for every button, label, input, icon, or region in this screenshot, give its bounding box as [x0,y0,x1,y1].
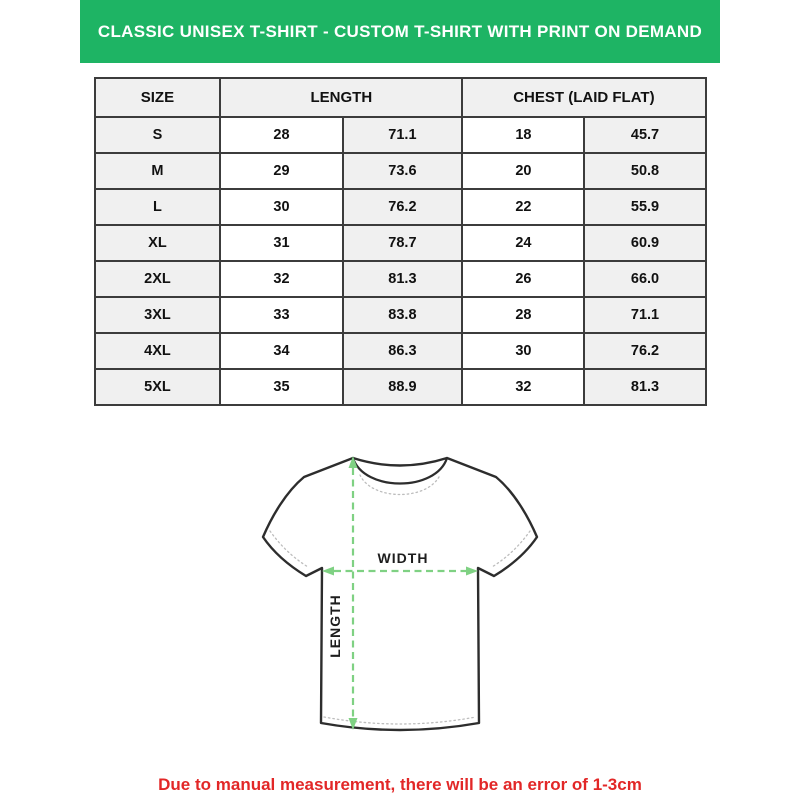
size-cell: XL [95,225,221,261]
length-cm-cell: 83.8 [343,297,463,333]
length-cm-cell: 76.2 [343,189,463,225]
tshirt-outline [263,458,537,730]
chest-in-cell: 28 [462,297,584,333]
length-in-cell: 35 [220,369,342,405]
chest-in-cell: 24 [462,225,584,261]
length-cm-cell: 86.3 [343,333,463,369]
chest-in-cell: 26 [462,261,584,297]
table-row [95,117,706,153]
length-in-cell: 30 [220,189,342,225]
length-in-cell: 29 [220,153,342,189]
table-row [95,225,706,261]
length-cm-cell: 81.3 [343,261,463,297]
chest-in-cell: 30 [462,333,584,369]
length-cm-cell: 73.6 [343,153,463,189]
table-row [95,261,706,297]
chest-cm-cell: 50.8 [584,153,705,189]
length-in-cell: 32 [220,261,342,297]
length-label: LENGTH [327,594,343,658]
chest-in-cell: 22 [462,189,584,225]
size-cell: 3XL [95,297,221,333]
title-banner [80,0,720,63]
measurement-disclaimer: Due to manual measurement, there will be an error of 1-3cm [158,775,642,794]
size-cell: 2XL [95,261,221,297]
chest-cm-cell: 71.1 [584,297,705,333]
width-label: WIDTH [377,550,429,566]
page-title: CLASSIC UNISEX T-SHIRT - CUSTOM T-SHIRT WITH PRINT ON DEMAND [97,21,703,41]
tshirt-measurement-diagram [260,446,540,743]
chest-cm-cell: 66.0 [584,261,705,297]
length-cm-cell: 78.7 [343,225,463,261]
chest-cm-cell: 81.3 [584,369,705,405]
length-in-cell: 28 [220,117,342,153]
chest-cm-cell: 76.2 [584,333,705,369]
length-in-cell: 31 [220,225,342,261]
size-cell: S [95,117,221,153]
length-in-cell: 33 [220,297,342,333]
table-row [95,297,706,333]
length-in-cell: 34 [220,333,342,369]
table-header-row [95,78,706,117]
chest-in-cell: 20 [462,153,584,189]
table-row [95,189,706,225]
chest-cm-cell: 55.9 [584,189,705,225]
length-cm-cell: 71.1 [343,117,463,153]
chest-in-cell: 18 [462,117,584,153]
chest-cm-cell: 45.7 [584,117,705,153]
col-header-size: SIZE [95,78,221,117]
chest-in-cell: 32 [462,369,584,405]
tshirt-diagram-svg [260,446,540,738]
size-cell: 4XL [95,333,221,369]
chest-cm-cell: 60.9 [584,225,705,261]
table-row [95,333,706,369]
table-row [95,153,706,189]
col-header-chest: CHEST (LAID FLAT) [462,78,705,117]
size-cell: L [95,189,221,225]
size-table [94,77,707,406]
table-row [95,369,706,405]
size-cell: 5XL [95,369,221,405]
size-cell: M [95,153,221,189]
length-cm-cell: 88.9 [343,369,463,405]
col-header-length: LENGTH [220,78,462,117]
